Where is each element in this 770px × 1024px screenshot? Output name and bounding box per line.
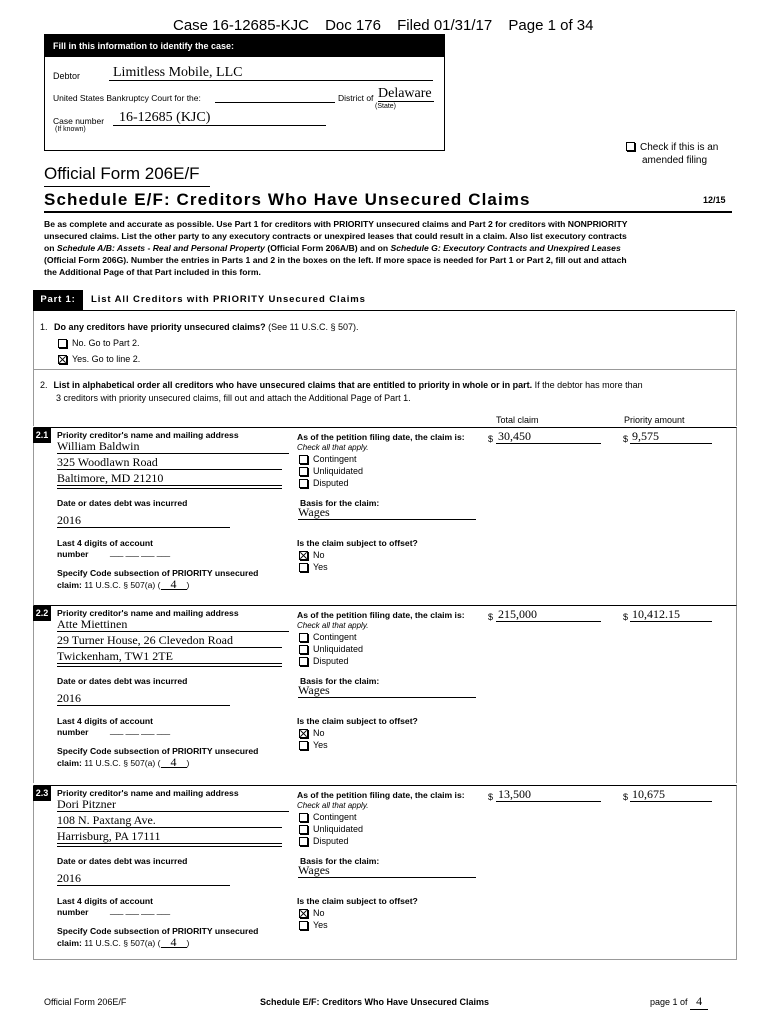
contingent-checkbox[interactable]	[299, 633, 308, 642]
basis-field[interactable]	[298, 505, 476, 520]
case-id-box	[44, 34, 445, 151]
basis-label: Basis for the claim:	[300, 498, 380, 508]
check-all-label: Check all that apply.	[297, 801, 369, 810]
total-claim: 30,450	[498, 429, 531, 443]
offset-no-option[interactable]: No	[299, 907, 325, 919]
offset-yes-checkbox[interactable]	[299, 741, 308, 750]
instructions-line-4: (Official Form 206G). Number the entries in Parts 1 and 2 in the boxes on the left. If more space is needed for Part 1 or Part 2, fill out and attach	[44, 255, 627, 265]
instructions	[44, 218, 734, 278]
contingent-checkbox[interactable]	[299, 813, 308, 822]
date-incurred-field[interactable]	[57, 691, 230, 706]
total-claim-field[interactable]	[496, 787, 601, 802]
district-label: District of	[338, 93, 374, 103]
priority-amount-header: Priority amount	[624, 415, 685, 425]
code-subsection-field[interactable]: 4	[161, 579, 187, 590]
priority-amount-dollar: $	[623, 434, 629, 444]
case-id-box-title: Fill in this information to identify the case:	[45, 35, 444, 57]
contingent-checkbox[interactable]	[299, 455, 308, 464]
last4-label: Last 4 digits of account number	[57, 896, 153, 917]
last4-label: Last 4 digits of account number	[57, 716, 153, 737]
creditor-address-line-3[interactable]	[57, 665, 282, 667]
entry-number: 2.3	[33, 786, 51, 801]
total-claim-dollar: $	[488, 792, 494, 802]
last4-field[interactable]: ___ ___ ___ ___	[110, 726, 171, 735]
unliquidated-checkbox[interactable]	[299, 825, 308, 834]
amended-label-2: amended filing	[642, 155, 708, 166]
basis-value: Wages	[298, 863, 330, 877]
filed-date: Filed 01/31/17	[397, 17, 493, 34]
offset-yes-option[interactable]: Yes	[299, 739, 328, 751]
basis-value: Wages	[298, 505, 330, 519]
total-claim-dollar: $	[488, 612, 494, 622]
address-line-1: 325 Woodlawn Road	[57, 455, 158, 469]
creditor-name-field[interactable]	[57, 797, 289, 812]
disputed-option[interactable]: Disputed	[299, 835, 349, 847]
case-number-field[interactable]	[113, 110, 326, 126]
instructions-line-5: the Additional Page of that Part included in this form.	[44, 267, 261, 277]
offset-no-checkbox[interactable]	[299, 551, 308, 560]
creditor-address-line-3[interactable]	[57, 487, 282, 489]
unliquidated-checkbox[interactable]	[299, 645, 308, 654]
priority-amount: 10,412.15	[632, 607, 680, 621]
contingent-option[interactable]: Contingent	[299, 631, 357, 643]
check-all-label: Check all that apply.	[297, 621, 369, 630]
claim-status-label: As of the petition filing date, the claim is:	[297, 790, 465, 800]
disputed-checkbox[interactable]	[299, 657, 308, 666]
debtor-name-field[interactable]	[109, 65, 433, 81]
case-number-value: 16-12685 (KJC)	[119, 110, 211, 125]
debtor-name: Limitless Mobile, LLC	[113, 65, 243, 80]
date-incurred-field[interactable]	[57, 513, 230, 528]
footer-title: Schedule E/F: Creditors Who Have Unsecured Claims	[260, 997, 490, 1007]
priority-amount: 9,575	[632, 429, 659, 443]
disputed-checkbox[interactable]	[299, 837, 308, 846]
case-number-header: Case 16-12685-KJC	[173, 17, 309, 34]
footer-form: Official Form 206E/F	[44, 997, 127, 1007]
code-subsection-label: Specify Code subsection of PRIORITY unsecured	[57, 926, 259, 936]
instructions-line-3: on Schedule A/B: Assets - Real and Personal Property (Official Form 206A/B) and on Schedule G: Executory Contracts and Unexpired Leases	[44, 243, 621, 253]
address-line-1: 29 Turner House, 26 Clevedon Road	[57, 633, 233, 647]
offset-yes-checkbox[interactable]	[299, 921, 308, 930]
date-incurred: 2016	[57, 691, 81, 705]
priority-amount: 10,675	[632, 787, 665, 801]
instructions-line-2: unsecured claims. List the other party to any executory contracts or unexpired leases that could result in a claim. Also list executory contracts	[44, 231, 627, 241]
last4-label: Last 4 digits of account number	[57, 538, 153, 559]
priority-amount-field[interactable]	[630, 429, 712, 444]
total-claim-dollar: $	[488, 434, 494, 444]
footer-page: page 1 of 4	[650, 994, 708, 1010]
total-claim-field[interactable]	[496, 429, 601, 444]
code-subsection-field[interactable]: 4	[161, 937, 187, 948]
total-claim: 13,500	[498, 787, 531, 801]
basis-field[interactable]	[298, 863, 476, 878]
amended-label-1: Check if this is an	[640, 142, 719, 153]
part1-header	[33, 290, 735, 311]
doc-number: Doc 176	[325, 17, 381, 34]
creditor-name-field[interactable]	[57, 439, 289, 454]
basis-label: Basis for the claim:	[300, 676, 380, 686]
date-incurred-label: Date or dates debt was incurred	[57, 676, 188, 686]
amended-filing-checkbox[interactable]	[626, 141, 718, 167]
form-title: Schedule E/F: Creditors Who Have Unsecured Claims	[44, 190, 531, 209]
creditor-entry	[33, 427, 737, 605]
unliquidated-option[interactable]: Unliquidated	[299, 643, 363, 655]
creditor-name-field[interactable]	[57, 617, 289, 632]
offset-label: Is the claim subject to offset?	[297, 538, 418, 548]
priority-amount-field[interactable]	[630, 607, 712, 622]
priority-amount-field[interactable]	[630, 787, 712, 802]
q1-no-option[interactable]: No. Go to Part 2.	[58, 337, 140, 349]
disputed-option[interactable]: Disputed	[299, 655, 349, 667]
footer-page-total: 4	[690, 994, 708, 1010]
address-line-2: Twickenham, TW1 2TE	[57, 649, 173, 663]
q1-yes-option[interactable]: Yes. Go to line 2.	[58, 353, 140, 365]
claim-status-label: As of the petition filing date, the claim is:	[297, 610, 465, 620]
contingent-option[interactable]: Contingent	[299, 453, 357, 465]
contingent-option[interactable]: Contingent	[299, 811, 357, 823]
creditor-address-line-1[interactable]	[57, 813, 282, 828]
code-subsection-line: claim: 11 U.S.C. § 507(a) ( 4 )	[57, 935, 190, 949]
basis-field[interactable]	[298, 683, 476, 698]
question-1: 1. Do any creditors have priority unsecured claims? (See 11 U.S.C. § 507).	[40, 322, 359, 332]
entry-number: 2.2	[33, 606, 51, 621]
offset-no-option[interactable]: No	[299, 549, 325, 561]
debtor-label: Debtor	[53, 71, 81, 81]
basis-value: Wages	[298, 683, 330, 697]
last4-field[interactable]: ___ ___ ___ ___	[110, 548, 171, 557]
state-label: (State)	[375, 103, 397, 110]
q1-yes-checkbox[interactable]	[58, 355, 67, 364]
code-subsection-label: Specify Code subsection of PRIORITY unsecured	[57, 746, 259, 756]
date-incurred-field[interactable]	[57, 871, 230, 886]
creditor-address-line-2[interactable]	[57, 829, 282, 844]
disputed-option[interactable]: Disputed	[299, 477, 349, 489]
total-claim: 215,000	[498, 607, 537, 621]
date-incurred-label: Date or dates debt was incurred	[57, 856, 188, 866]
creditor-name: Atte Miettinen	[57, 617, 128, 631]
basis-label: Basis for the claim:	[300, 856, 380, 866]
part1-title: List All Creditors with PRIORITY Unsecured Claims	[91, 294, 366, 305]
creditor-address-line-2[interactable]	[57, 649, 282, 664]
name-address-label: Priority creditor's name and mailing address	[57, 430, 239, 440]
offset-label: Is the claim subject to offset?	[297, 896, 418, 906]
creditor-address-line-3[interactable]	[57, 845, 282, 847]
creditor-address-line-1[interactable]	[57, 633, 282, 648]
priority-amount-dollar: $	[623, 612, 629, 622]
date-incurred: 2016	[57, 513, 81, 527]
name-address-label: Priority creditor's name and mailing address	[57, 788, 239, 798]
offset-no-option[interactable]: No	[299, 727, 325, 739]
creditor-address-line-2[interactable]	[57, 471, 282, 486]
form-date: 12/15	[703, 195, 726, 205]
instructions-line-1: Be as complete and accurate as possible. Use Part 1 for creditors with PRIORITY unsecured claims and Part 2 for creditors with NONPRIORITY	[44, 219, 628, 229]
code-subsection-line: claim: 11 U.S.C. § 507(a) ( 4 )	[57, 755, 190, 769]
offset-yes-option[interactable]: Yes	[299, 561, 328, 573]
offset-label: Is the claim subject to offset?	[297, 716, 418, 726]
code-subsection-field[interactable]: 4	[161, 757, 187, 768]
creditor-address-line-1[interactable]	[57, 455, 282, 470]
date-incurred-label: Date or dates debt was incurred	[57, 498, 188, 508]
page-of: Page 1 of 34	[508, 17, 594, 34]
last4-field[interactable]: ___ ___ ___ ___	[110, 906, 171, 915]
creditor-name: William Baldwin	[57, 439, 140, 453]
district-value: Delaware	[378, 86, 432, 101]
offset-no-checkbox[interactable]	[299, 909, 308, 918]
creditor-entry	[33, 785, 737, 960]
case-number-label: Case number	[53, 116, 105, 126]
address-line-2: Harrisburg, PA 17111	[57, 829, 161, 843]
part1-tag: Part 1:	[33, 290, 83, 310]
unliquidated-option[interactable]: Unliquidated	[299, 823, 363, 835]
district-field[interactable]	[378, 86, 434, 102]
code-subsection-line: claim: 11 U.S.C. § 507(a) ( 4 )	[57, 577, 190, 591]
court-label: United States Bankruptcy Court for the:	[53, 93, 201, 103]
address-line-1: 108 N. Paxtang Ave.	[57, 813, 156, 827]
official-form-label: Official Form 206E/F	[44, 164, 200, 183]
code-subsection-label: Specify Code subsection of PRIORITY unsecured	[57, 568, 259, 578]
total-claim-field[interactable]	[496, 607, 601, 622]
unliquidated-option[interactable]: Unliquidated	[299, 465, 363, 477]
offset-yes-option[interactable]: Yes	[299, 919, 328, 931]
q1-no-checkbox[interactable]	[58, 339, 67, 348]
case-header	[173, 17, 593, 34]
entry-number: 2.1	[33, 428, 51, 443]
offset-yes-checkbox[interactable]	[299, 563, 308, 572]
case-number-sub: (If known)	[55, 126, 86, 133]
date-incurred: 2016	[57, 871, 81, 885]
court-field[interactable]	[215, 91, 335, 103]
address-line-2: Baltimore, MD 21210	[57, 471, 164, 485]
official-form-underline	[44, 186, 210, 187]
check-all-label: Check all that apply.	[297, 443, 369, 452]
question-2: 2. List in alphabetical order all creditors who have unsecured claims that are entitled to priority in whole or in part. If the debtor has more than 3 creditors with priority unsecured claims, fill out and attach the Additional Page of Part 1.	[40, 380, 643, 403]
title-rule	[44, 211, 732, 213]
claim-status-label: As of the petition filing date, the claim is:	[297, 432, 465, 442]
name-address-label: Priority creditor's name and mailing address	[57, 608, 239, 618]
priority-amount-dollar: $	[623, 792, 629, 802]
total-claim-header: Total claim	[496, 415, 539, 425]
offset-no-checkbox[interactable]	[299, 729, 308, 738]
disputed-checkbox[interactable]	[299, 479, 308, 488]
amended-checkbox-icon[interactable]	[626, 142, 635, 151]
creditor-entry	[33, 605, 737, 783]
creditor-name: Dori Pitzner	[57, 797, 116, 811]
unliquidated-checkbox[interactable]	[299, 467, 308, 476]
